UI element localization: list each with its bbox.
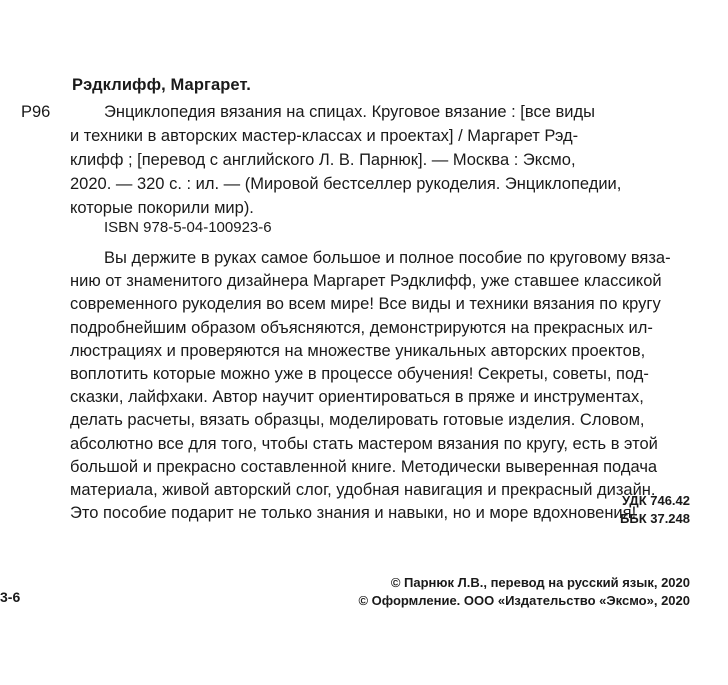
udk-code: УДК 746.42 xyxy=(622,493,690,508)
annotation-line: люстрациях и проверяются на множестве уникальных авторских проектов, xyxy=(70,341,646,360)
copyright-block xyxy=(300,574,690,610)
annotation-line: Это пособие подарит не только знания и навыки, но и море вдохновения! xyxy=(70,504,637,523)
classification-codes xyxy=(520,492,690,528)
bbk-code: ББК 37.248 xyxy=(620,511,690,526)
annotation-line: делать расчеты, вязать образцы, моделировать готовые изделия. Словом, xyxy=(70,411,645,430)
annotation-line: подробнейшим образом объясняются, демонстрируются на прекрасных ил- xyxy=(70,318,653,337)
copyright-translation: © Парнюк Л.В., перевод на русский язык, 2020 xyxy=(390,575,690,590)
annotation xyxy=(70,247,671,525)
description-line: Энциклопедия вязания на спицах. Круговое вязание : [все виды xyxy=(104,103,595,121)
description-line: которые покорили мир). xyxy=(70,199,254,217)
bibliographic-description xyxy=(70,100,621,220)
author-mark: Р96 xyxy=(21,103,51,121)
annotation-line: большой и прекрасно составленной книге. Методически выверенная подача xyxy=(70,457,658,476)
annotation-line: сказки, лайфхаки. Автор научит ориентироваться в пряже и инструментах, xyxy=(70,388,644,407)
author-heading: Рэдклифф, Маргарет. xyxy=(72,76,251,94)
annotation-line: воплотить которые можно уже в процессе обучения! Секреты, советы, под- xyxy=(70,365,649,384)
description-line: клифф ; [перевод с английского Л. В. Парнюк]. — Москва : Эксмо, xyxy=(70,151,576,169)
isbn: ISBN 978-5-04-100923-6 xyxy=(104,219,272,236)
annotation-line: нию от знаменитого дизайнера Маргарет Рэдклифф, уже ставшее классикой xyxy=(70,272,662,291)
description-line: 2020. — 320 с. : ил. — (Мировой бестселлер рукоделия. Энциклопедии, xyxy=(70,175,622,193)
copyright-design: © Оформление. ООО «Издательство «Эксмо», 2020 xyxy=(358,593,690,608)
annotation-line: материала, живой авторский слог, удобная навигация и прекрасный дизайн. xyxy=(70,481,656,500)
description-line: и техники в авторских мастер-классах и проектах] / Маргарет Рэд- xyxy=(70,127,579,145)
annotation-line: абсолютно все для того, чтобы стать мастером вязания по кругу, есть в этой xyxy=(70,434,658,453)
annotation-line: Вы держите в руках самое большое и полное пособие по круговому вяза- xyxy=(104,249,671,267)
annotation-line: современного рукоделия во всем мире! Все виды и техники вязания по кругу xyxy=(70,295,661,314)
isbn-fragment: 3-6 xyxy=(0,589,21,605)
